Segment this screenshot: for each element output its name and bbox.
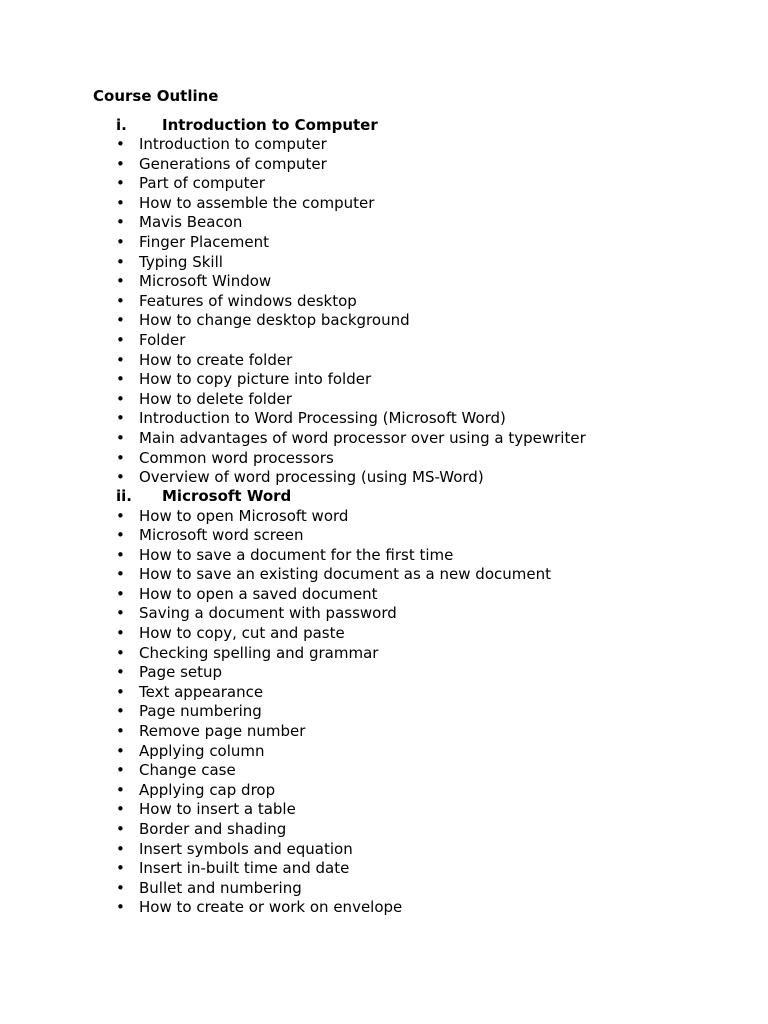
- bullet-icon: •: [116, 291, 125, 310]
- list-item-text: Introduction to computer: [139, 135, 327, 153]
- bullet-icon: •: [116, 154, 125, 173]
- section-title: Introduction to Computer: [162, 115, 378, 134]
- list-item-text: How to save a document for the first time: [139, 545, 454, 564]
- bullet-icon: •: [116, 506, 125, 525]
- list-item-text: Common word processors: [139, 448, 334, 467]
- page-title: Course Outline: [93, 87, 219, 105]
- bullet-icon: •: [116, 643, 125, 662]
- list-item-text: How to open Microsoft word: [139, 506, 349, 525]
- bullet-icon: •: [116, 526, 125, 545]
- bullet-icon: •: [116, 604, 125, 623]
- bullet-icon: •: [116, 820, 125, 838]
- bullet-icon: •: [116, 565, 125, 584]
- list-item-text: How to copy, cut and paste: [139, 624, 345, 643]
- bullet-icon: •: [116, 174, 125, 193]
- bullet-icon: •: [116, 468, 125, 487]
- list-item-text: Change case: [139, 761, 236, 780]
- bullet-icon: •: [116, 780, 125, 799]
- bullet-icon: •: [116, 193, 125, 212]
- bullet-icon: •: [116, 682, 125, 701]
- section-heading-microsoft-word: [116, 487, 291, 507]
- list-item-text: How to create folder: [139, 350, 293, 369]
- list-item-text: Text appearance: [139, 682, 264, 701]
- section-title: Microsoft Word: [162, 487, 292, 505]
- section-numeral: ii.: [116, 487, 132, 505]
- list-item-text: How to save an existing document as a new document: [139, 565, 551, 584]
- bullet-icon: •: [116, 878, 125, 897]
- list-item-text: Applying column: [139, 741, 265, 760]
- list-item-text: Finger Placement: [139, 232, 270, 251]
- bullet-icon: •: [116, 330, 125, 349]
- bullet-icon: •: [116, 800, 125, 819]
- bullet-icon: •: [116, 584, 125, 603]
- bullet-icon: •: [116, 624, 125, 643]
- list-item-text: Page numbering: [139, 702, 262, 721]
- list-item-text: How to change desktop background: [139, 311, 410, 330]
- list-item-text: Features of windows desktop: [139, 291, 357, 310]
- bullet-icon: •: [116, 702, 125, 721]
- bullet-icon: •: [116, 761, 125, 780]
- list-item-text: How to assemble the computer: [139, 193, 375, 212]
- list-item-text: Microsoft word screen: [139, 526, 304, 545]
- list-item-text: Part of computer: [139, 174, 265, 193]
- list-item-text: Insert symbols and equation: [139, 839, 353, 858]
- bullet-icon: •: [116, 898, 125, 917]
- section-heading-introduction-to-computer: [116, 116, 378, 136]
- list-item-text: Insert in-built time and date: [139, 859, 350, 878]
- list-item-text: Microsoft Window: [139, 272, 272, 291]
- bullet-icon: •: [116, 428, 125, 447]
- list-item-text: Mavis Beacon: [139, 213, 243, 232]
- bullet-icon: •: [116, 409, 125, 428]
- bullet-icon: •: [116, 722, 125, 741]
- bullet-icon: •: [116, 311, 125, 330]
- list-item-text: How to delete folder: [139, 389, 292, 408]
- bullet-icon: •: [116, 350, 125, 369]
- bullet-icon: •: [116, 252, 125, 271]
- bullet-icon: •: [116, 272, 125, 291]
- list-item-text: Remove page number: [139, 722, 306, 741]
- bullet-icon: •: [116, 370, 125, 389]
- list-item-text: Folder: [139, 330, 186, 349]
- bullet-icon: •: [116, 663, 125, 682]
- list-item-text: How to copy picture into folder: [139, 370, 372, 389]
- bullet-icon: •: [116, 135, 125, 153]
- section-numeral: i.: [116, 115, 127, 134]
- list-item-text: How to insert a table: [139, 800, 296, 819]
- list-item-text: Saving a document with password: [139, 604, 397, 623]
- bullet-icon: •: [116, 741, 125, 760]
- list-item-text: How to open a saved document: [139, 584, 378, 603]
- list-item-text: Bullet and numbering: [139, 878, 302, 897]
- bullet-icon: •: [116, 213, 125, 232]
- list-item-text: Typing Skill: [139, 252, 223, 271]
- list-item-text: Overview of word processing (using MS-Word): [139, 468, 484, 487]
- list-item-text: Applying cap drop: [139, 780, 276, 799]
- bullet-icon: •: [116, 232, 125, 251]
- list-item-text: Page setup: [139, 663, 223, 682]
- list-item-text: Main advantages of word processor over using a typewriter: [139, 428, 586, 447]
- list-item-text: How to create or work on envelope: [139, 898, 403, 917]
- list-item-text: Introduction to Word Processing (Microsoft Word): [139, 409, 506, 428]
- bullet-icon: •: [116, 448, 125, 467]
- bullet-icon: •: [116, 839, 125, 858]
- bullet-icon: •: [116, 545, 125, 564]
- bullet-icon: •: [116, 389, 125, 408]
- list-item-text: Generations of computer: [139, 154, 327, 173]
- list-item-text: Border and shading: [139, 820, 287, 838]
- bullet-icon: •: [116, 859, 125, 878]
- list-item-text: Checking spelling and grammar: [139, 643, 379, 662]
